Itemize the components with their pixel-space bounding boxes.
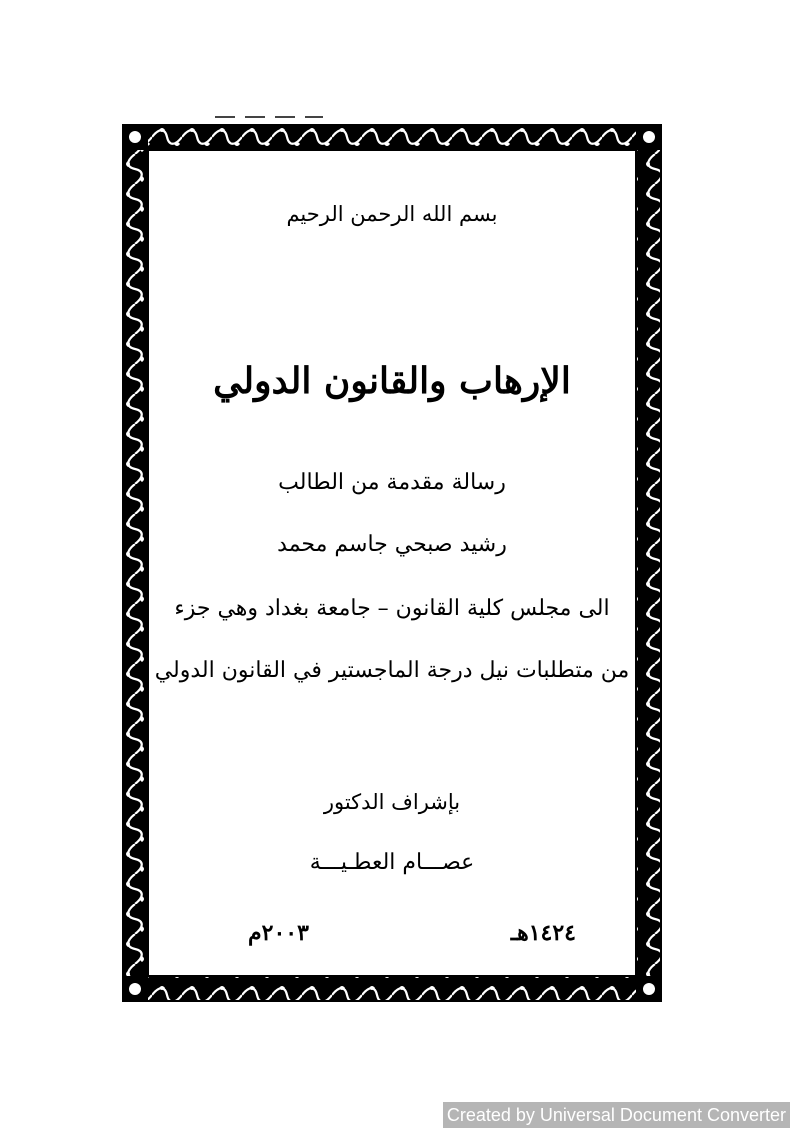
ornamental-frame (122, 124, 662, 1002)
student-name: رشيد صبحي جاسم محمد (277, 532, 507, 557)
converter-watermark: Created by Universal Document Converter (443, 1102, 790, 1128)
submission-line-1: رسالة مقدمة من الطالب (278, 470, 506, 495)
supervisor-label: بإشراف الدكتور (323, 790, 461, 814)
date-hijri: ١٤٢٤هـ (510, 920, 576, 946)
submission-line-4: من متطلبات نيل درجة الماجستير في القانون الدولي (154, 658, 630, 683)
title-page-content (148, 150, 636, 976)
scan-artifact (215, 116, 325, 119)
supervisor-name: عصـــام العطـيـــة (309, 850, 475, 875)
basmala: بسم الله الرحمن الرحيم (286, 202, 498, 226)
thesis-title: الإرهاب والقانون الدولي (213, 360, 571, 402)
submission-line-3: الى مجلس كلية القانون – جامعة بغداد وهي جزء (174, 596, 610, 621)
date-gregorian: ٢٠٠٣م (248, 920, 309, 946)
